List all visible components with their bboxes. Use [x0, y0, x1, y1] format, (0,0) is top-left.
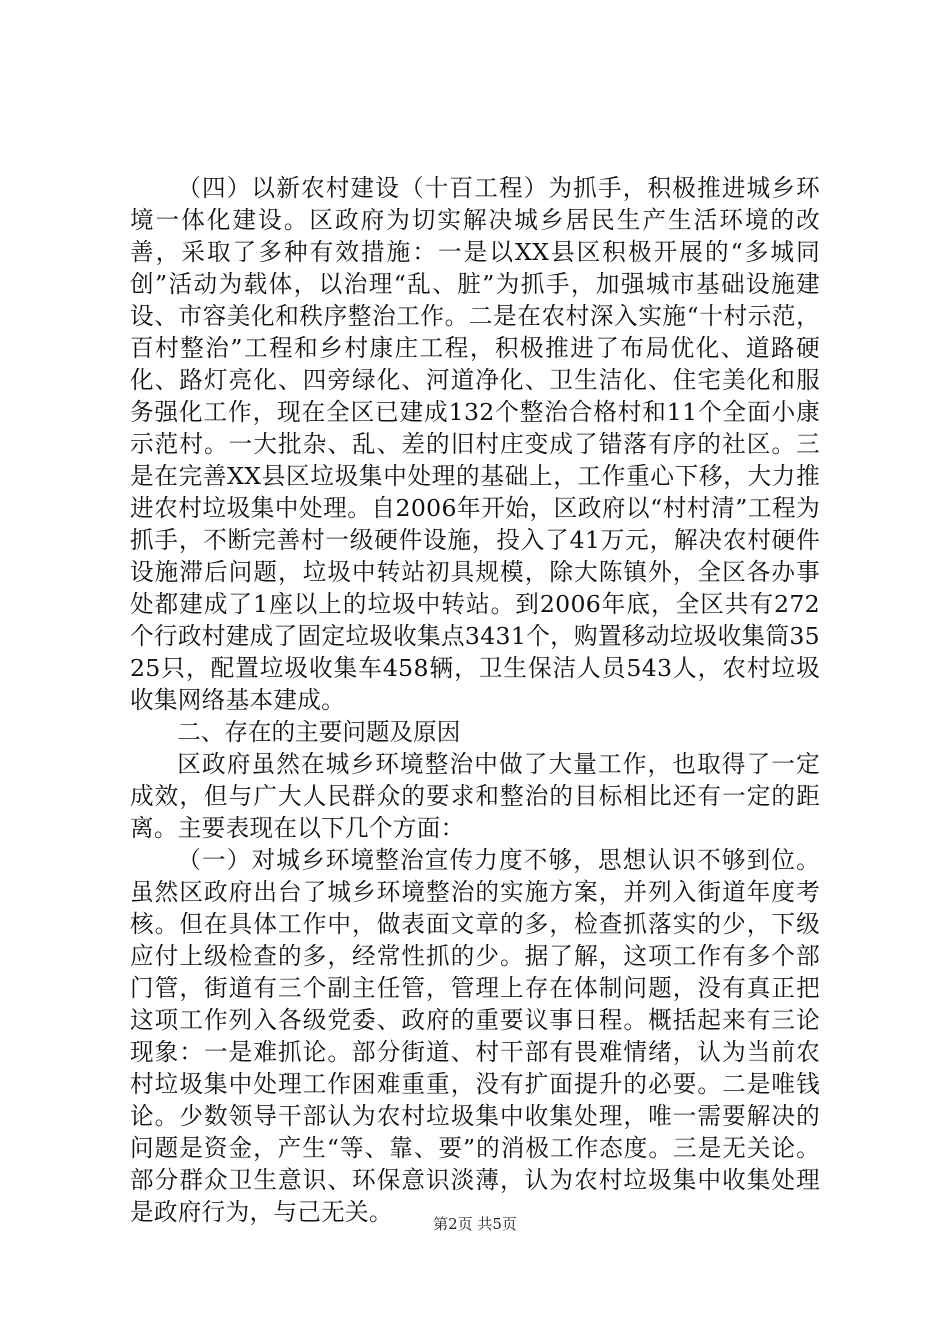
paragraph-problems-intro: 区政府虽然在城乡环境整治中做了大量工作，也取得了一定成效，但与广大人民群众的要求和整治的目标相比还有一定的距离。主要表现在以下几个方面：	[130, 750, 820, 842]
paragraph-rural-construction: （四）以新农村建设（十百工程）为抓手，积极推进城乡环境一体化建设。区政府为切实解决城乡居民生产生活环境的改善，采取了多种有效措施：一是以XX县区积极开展的“多城同创”活动为载体，以治理“乱、脏”为抓手，加强城市基础设施建设、市容美化和秩序整治工作。二是在农村深入实施“十村示范，百村整治”工程和乡村康庄工程，积极推进了布局优化、道路硬化、路灯亮化、四旁绿化、河道净化、卫生洁化、住宅美化和服务强化工作，现在全区已建成132个整治合格村和11个全面小康示范村。一大批杂、乱、差的旧村庄变成了错落有序的社区。三是在完善XX县区垃圾集中处理的基础上，工作重心下移，大力推进农村垃圾集中处理。自2006年开始，区政府以“村村清”工程为抓手，不断完善村一级硬件设施，投入了41万元，解决农村硬件设施滞后问题，垃圾中转站初具规模，除大陈镇外，全区各办事处都建成了1座以上的垃圾中转站。到2006年底，全区共有272个行政村建成了固定垃圾收集点3431个，购置移动垃圾收集筒3525只，配置垃圾收集车458辆，卫生保洁人员543人，农村垃圾收集网络基本建成。	[130, 174, 820, 714]
document-body	[130, 172, 820, 1228]
paragraph-publicity-issue: （一）对城乡环境整治宣传力度不够，思想认识不够到位。虽然区政府出台了城乡环境整治的实施方案，并列入街道年度考核。但在具体工作中，做表面文章的多，检查抓落实的少，下级应付上级检查的多，经常性抓的少。据了解，这项工作有多个部门管，街道有三个副主任管，管理上存在体制问题，没有真正把这项工作列入各级党委、政府的重要议事日程。概括起来有三论现象：一是难抓论。部分街道、村干部有畏难情绪，认为当前农村垃圾集中处理工作困难重重，没有扩面提升的必要。二是唯钱论。少数领导干部认为农村垃圾集中收集处理，唯一需要解决的问题是资金，产生“等、靠、要”的消极工作态度。三是无关论。部分群众卫生意识、环保意识淡薄，认为农村垃圾集中收集处理是政府行为，与己无关。	[130, 846, 820, 1226]
page-footer: 第2页 共5页	[433, 1215, 517, 1233]
section-heading-problems: 二、存在的主要问题及原因	[177, 718, 461, 746]
